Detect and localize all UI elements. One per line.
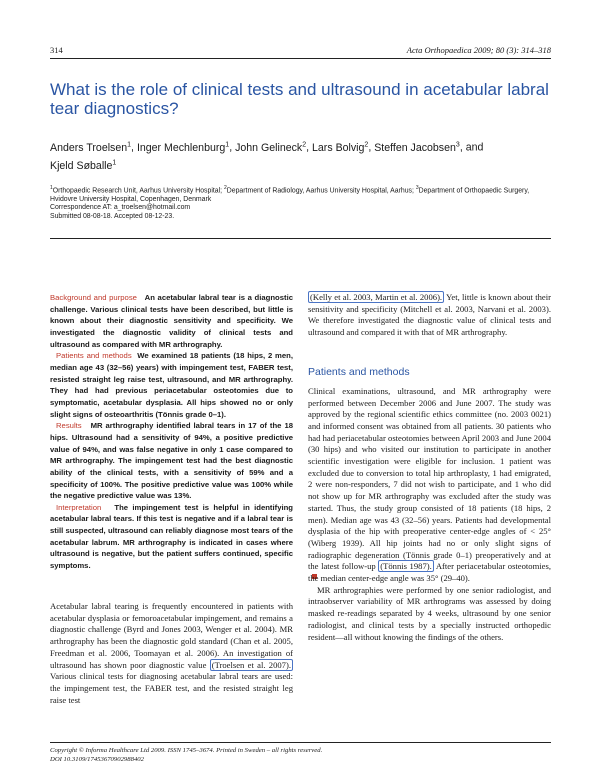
correspondence: Correspondence AT: a_troelsen@hotmail.com [50,204,191,212]
abstract-heading: Patients and methods [56,351,132,361]
citation-link[interactable]: (Kelly et al. 2003, Martin et al. 2006). [310,292,443,302]
section-heading: Patients and methods [308,365,410,378]
article-title: What is the role of clinical tests and ultrasound in acetabular labral tear diagnostics? [50,80,549,118]
introduction-continued: (Kelly et al. 2003, Martin et al. 2006). Yet, little is known about their sensitivity and specificity (Mitchell et al. 2003, Narvani et al. 2003). We therefore investigated the diagnostic value of clinical tests and ultrasound and compared it with that of MR arthrography. [308,292,551,338]
abstract-heading: Background and purpose [50,293,137,302]
authors-joiner: and [465,141,484,154]
abstract-background: Background and purpose An acetabular labral tear is a diagnostic challenge. Various clinical tests have been described, but little is known about their diagnostic sensitivity and specificity. We investigated the diagnostic validity of clinical tests and ultrasound as compared with MR arthrography. [50,293,294,349]
affiliation-lines: $^1$Orthopaedic Research Unit, Aarhus University Hospital; $^2$Department of Radiology, Aarhus University Hospital, Aarhus; $^3$Department of Orthopaedic Surgery, Hvidovre University Hospital, Copenhagen, Denmark [50,185,530,203]
citation-link[interactable]: (Troelsen et al. 2007). [211,659,291,670]
abstract-heading: Results [56,421,82,431]
author: Inger Mechlenburg$^1$ [136,141,230,154]
abstract-methods: Patients and methods We examined 18 patients (18 hips, 2 men, median age 43 (32–56) years) with impingement test, FABER test, resisted straight leg raise test, ultrasound, and MR arthrography. They had had previous periacetabular osteotomies due to symptomatic, acetabular dysplasia. All hips showed no or only slight signs of osteoarthritis (Tönnis grade 0–1). [50,351,293,419]
citation-link[interactable]: (Tönnis 1987). [380,561,432,572]
author: John Gelineck$^2$ [235,141,307,154]
running-header [50,45,551,57]
affiliation-divider [50,238,551,239]
copyright-line: Copyright © Informa Healthcare Ltd 2009. ISSN 1745–3674. Printed in Sweden – all rights reserved. [50,747,323,754]
author: Anders Troelsen$^1$ [50,141,132,154]
doi-line: DOI 10.3109/17453670902988402 [50,756,144,763]
right-column [308,292,551,643]
footer-divider [50,742,551,743]
introduction-text: Acetabular labral tearing is frequently encountered in patients with acetabular dysplasia or femoroacetabular impingement, and remains a diagnostic challenge (Byrd and Jones 2003, Wenger et al. 2004). MR arthrography has been the diagnostic gold standard (Chan et al. 2005, Freedman et al. 2006, Toomayan et al. 2006). An investigation of ultrasound has shown poor diagnostic value (Troelsen et al. 2007). Various clinical tests for diagnosing acetabular labral tears are used: the impingement test, the FABER test, and the resisted straight leg raise test [50,601,293,705]
header-divider [50,58,551,59]
methods-paragraph: Clinical examinations, ultrasound, and MR arthrography were performed between December 2006 and June 2007. The study was approved by the regional scientific ethics committee (no. 2003 0021) and informed consent was obtained from all patients. 30 patients who had had periacetabular osteotomies between April 2003 and June 2004 (30 hips) and who visited our institution to participate in another scientific investigation were eligible for inclusion. 1 patient was excluded due to conversion to total hip arthroplasty, 1 had emigrated, 2 were non-responders, 7 did not wish to participate, and 1 who did not show up for MR arthrography was excluded after the study was started. Thus, the study group consisted of 18 patients (18 hips, 2 men). Median age was 43 (32–56) years. Patients had developmental dysplasia of the hip with preoperative center-edge angles of < 25° (Wiberg 1939). All hip joints had no or only slight signs of radiographic degeneration (Tönnis grade 0–1) preoperatively and at the latest follow-up (Tönnis 1987). After periacetabular osteotomies, the median center-edge angle was 35° (29–40). [308,385,551,584]
author: Kjeld Søballe$^1$ [50,159,117,173]
affiliations [50,184,550,221]
methods-paragraph: MR arthrographies were performed by one senior radiologist, and intraobserver variability of MR arthrograms was assessed by doing masked re-readings separated by 4 weeks, ultrasound by one senior radiologist, and clinical tests by a specially instructed orthopedic resident—all without knowing the findings of the others. [308,584,551,642]
submission-dates: Submitted 08-08-18. Accepted 08-12-23. [50,212,175,220]
author: Lars Bolvig$^2$ [312,141,369,154]
abstract-heading: Interpretation [56,502,102,512]
footer [50,746,551,764]
page-number: 314 [50,45,63,55]
author-list: Anders Troelsen$^1$, Inger Mechlenburg$^1$, John Gelineck$^2$, Lars Bolvig$^2$, Steffen Jacobsen$^3$, and Kjeld Søballe$^1$ [50,141,484,173]
author: Steffen Jacobsen$^3$ [374,141,460,154]
abstract-interpretation: Interpretation The impingement test is helpful in identifying acetabular labral tears. If this test is negative and if a labral tear is still suspected, ultrasound can reliably diagnose most tears of the acetabular labrum. MR arthrography is indicated in cases where ultrasound is negative, but the patient suffers continued, specific symptoms. [50,502,293,571]
abstract-results: Results MR arthrography identified labral tears in 17 of the 18 hips. Ultrasound had a sensitivity of 94%, a positive predictive value of 94%, and was false negative in only 1 case compared to MR arthrography. The impingement test had the best diagnostic ability of the clinical tests, with a sensitivity of 59% and a specificity of 100%. The positive predictive value was 100% while the negative predictive value was 13%. [50,421,293,501]
journal-reference: Acta Orthopaedica 2009; 80 (3): 314–318 [406,45,551,55]
abstract [50,292,293,572]
